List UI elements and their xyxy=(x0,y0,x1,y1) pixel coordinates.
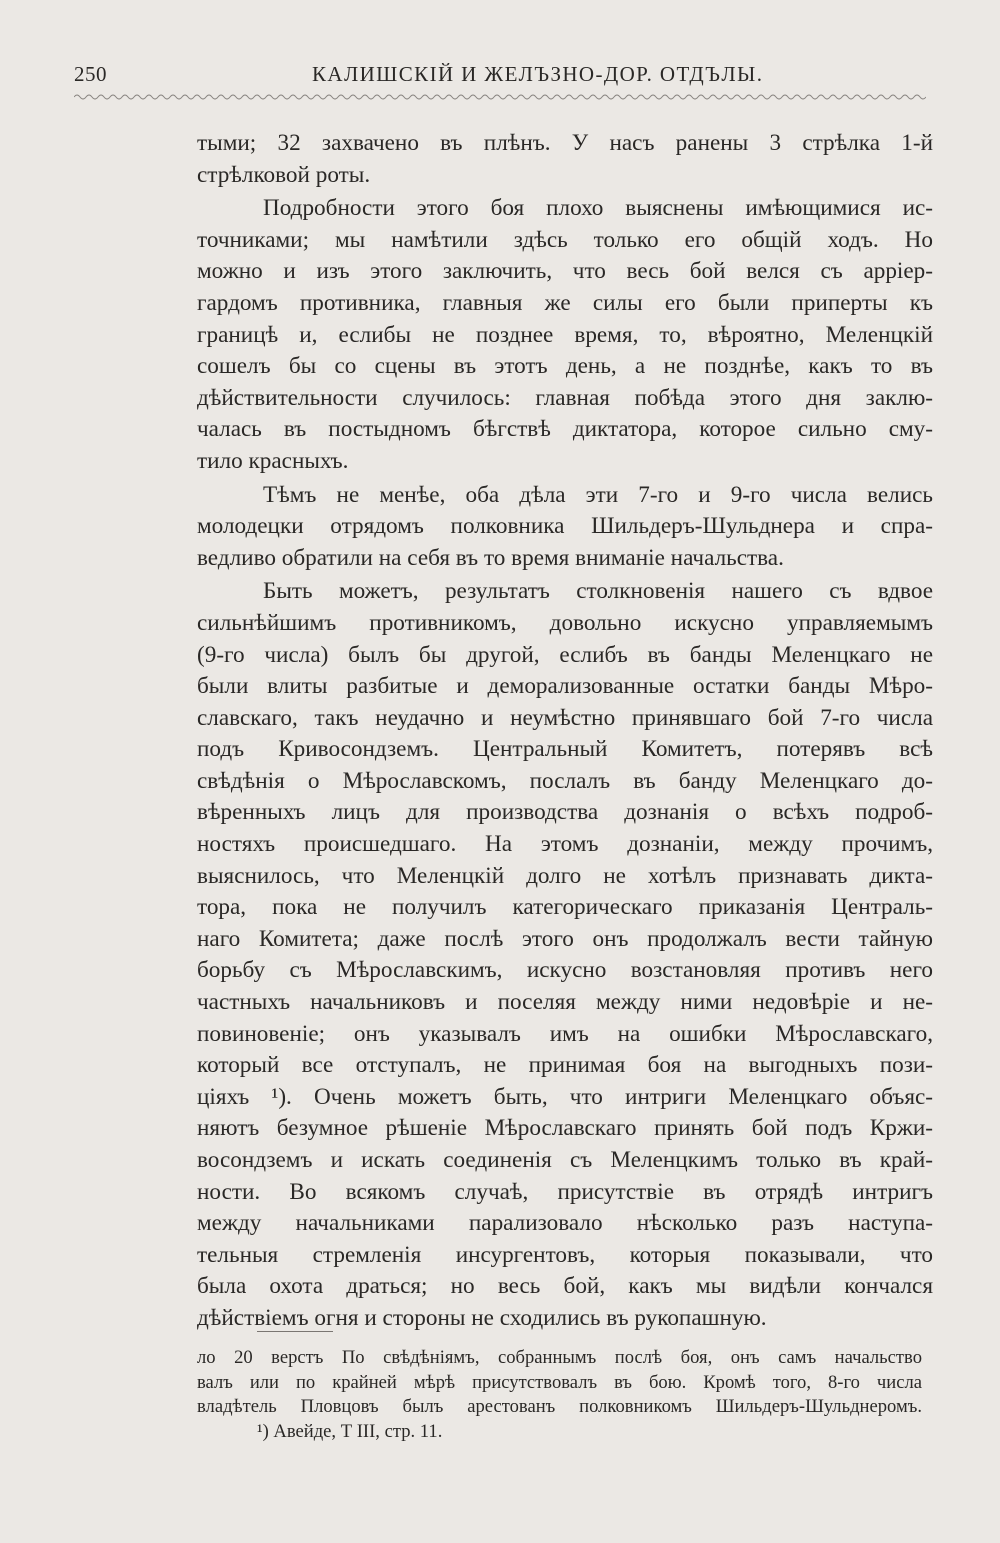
body-line: гардомъ противника, главныя же силы его были приперты къ xyxy=(197,289,933,316)
body-line: тельныя стремленія инсургентовъ, которыя показывали, что xyxy=(197,1241,933,1268)
body-line: борьбу съ Мѣрославскимъ, искусно возстановляя противъ него xyxy=(197,957,933,984)
body-line: частныхъ начальниковъ и поселяя между ними недовѣріе и не- xyxy=(197,989,933,1016)
body-line: границѣ и, еслибы не позднее время, то, вѣроятно, Меленцкій xyxy=(197,321,933,348)
body-line: ціяхъ ¹). Очень можетъ быть, что интриги Меленцкаго объяс- xyxy=(197,1083,933,1110)
body-line: свѣдѣнія о Мѣрославскомъ, послалъ въ банду Меленцкаго до- xyxy=(197,767,933,794)
body-line: молодецки отрядомъ полковника Шильдеръ-Шульднера и спра- xyxy=(197,513,933,540)
body-line: тора, пока не получилъ категорическаго приказанія Централь- xyxy=(197,894,933,921)
body-line: ности. Во всякомъ случаѣ, присутствіе въ отрядѣ интригъ xyxy=(197,1178,933,1205)
body-line: была охота драться; но весь бой, какъ мы видѣли кончался xyxy=(197,1273,933,1300)
body-line: между начальниками парализовало нѣсколько разъ наступа- xyxy=(197,1210,933,1237)
body-line: тыми; 32 захвачено въ плѣнъ. У насъ ранены 3 стрѣлка 1-й xyxy=(197,130,933,156)
body-line: можно и изъ этого заключить, что весь бой велся съ арріер- xyxy=(197,258,933,285)
body-line: ностяхъ происшедшаго. На этомъ дознаніи, между прочимъ, xyxy=(197,831,933,858)
footnote-line: ¹) Авейде, Т III, стр. 11. xyxy=(257,1420,443,1442)
body-line: чалась въ постыдномъ бѣгствѣ диктатора, которое сильно сму- xyxy=(197,416,933,443)
body-line: Тѣмъ не менѣе, оба дѣла эти 7-го и 9-го числа велись xyxy=(263,481,933,508)
body-line: няютъ безумное рѣшеніе Мѣрославскаго принять бой подъ Кржи- xyxy=(197,1115,933,1142)
body-line: восондземъ и искать соединенія съ Меленцкимъ только въ край- xyxy=(197,1147,933,1173)
body-line: повиновеніе; онъ указывалъ имъ на ошибки Мѣрославскаго, xyxy=(197,1020,933,1047)
footnote-divider xyxy=(257,1331,333,1332)
footnote-line: владѣтель Пловцовъ былъ арестованъ полковникомъ Шильдеръ-Шульднеромъ. xyxy=(197,1396,922,1417)
body-line: (9-го числа) былъ бы другой, еслибъ въ банды Меленцкаго не xyxy=(197,641,933,668)
page-number: 250 xyxy=(74,62,107,86)
footnotes xyxy=(197,1346,922,1444)
body-line: славскаго, такъ неудачно и неумѣстно принявшаго бой 7-го числа xyxy=(197,704,933,731)
body-line: сошелъ бы со сцены въ этотъ день, а не позднѣе, какъ то въ xyxy=(197,353,933,380)
body-line: вѣренныхъ лицъ для производства дознанія о всѣхъ подроб- xyxy=(197,799,933,826)
body-line: дѣйствительности случилось: главная побѣда этого дня заклю- xyxy=(197,384,933,411)
body-line: который все отступалъ, не принимая боя на выгодныхъ пози- xyxy=(197,1052,933,1079)
body-line: ведливо обратили на себя въ то время вниманіе начальства. xyxy=(197,544,784,571)
body-line: были влиты разбитые и деморализованные остатки банды Мѣро- xyxy=(197,673,933,700)
body-line: тило красныхъ. xyxy=(197,447,349,474)
body-text xyxy=(197,128,933,1335)
decorative-wavy-rule xyxy=(74,92,926,102)
body-line: стрѣлковой роты. xyxy=(197,161,371,188)
body-line: подъ Кривосондземъ. Центральный Комитетъ, потерявъ всѣ xyxy=(197,736,933,763)
body-line: Подробности этого боя плохо выяснены имѣющимися ис- xyxy=(263,195,933,222)
footnote-line: ло 20 верстъ По свѣдѣніямъ, собраннымъ послѣ боя, онъ самъ начальство xyxy=(197,1347,922,1368)
body-line: сильнѣйшимъ противникомъ, довольно искусно управляемымъ xyxy=(197,609,933,636)
body-line: точниками; мы намѣтили здѣсь только его общій ходъ. Но xyxy=(197,226,933,253)
body-line: наго Комитета; даже послѣ этого онъ продолжалъ вести тайную xyxy=(197,925,933,952)
running-title: КАЛИШСКІЙ И ЖЕЛЪЗНО-ДОР. ОТДЪЛЫ. xyxy=(312,62,764,86)
body-line: выяснилось, что Меленцкій долго не хотѣлъ признавать дикта- xyxy=(197,862,933,889)
footnote-line: валъ или по крайней мѣрѣ присутствовалъ въ бою. Кромѣ того, 8-го числа xyxy=(197,1371,922,1393)
body-line: Быть можетъ, результатъ столкновенія нашего съ вдвое xyxy=(263,578,933,605)
body-line: дѣйствіемъ огня и стороны не сходились въ рукопашную. xyxy=(197,1304,767,1331)
